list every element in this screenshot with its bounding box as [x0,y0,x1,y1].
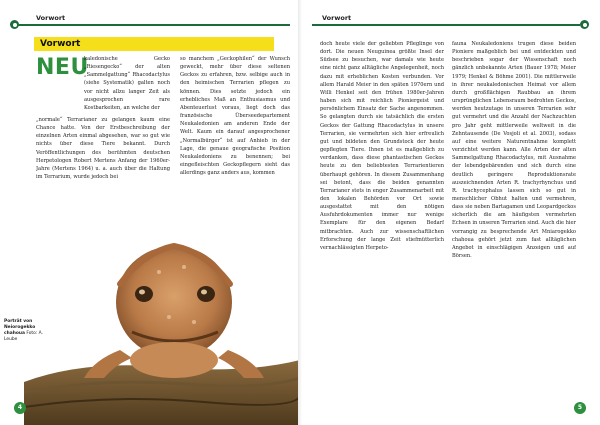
right-running-header: Vorwort [322,14,352,22]
caption-title: Porträt von Neiorogekko chahoua [4,319,36,336]
right-page-number: 5 [574,402,586,414]
left-column-2 [180,55,290,233]
right-header-dot-icon [580,20,589,29]
left-column-1b [36,116,170,232]
left-header-rule [18,24,290,26]
left-running-header: Vorwort [36,14,66,22]
left-header-dot-icon [10,20,19,29]
left-col2-text: so manchem „Geckophilen“ der Wunsch geweckt, mehr über diese seltenen Geckos zu erfahren, bzw. selbige auch in den heimischen Terrarien pflegen zu können. Dies setzte jedoch ein erhebliches Maß an Enthusiasmus und Abenteuerlust voraus, liegt doch das französische Überseedepartement Neukaledonien am anderen Ende der Welt. Kaum ein darauf angesprochener „Normalbürger“ ist auf Anhieb in der Lage, die genaue geografische Position Neukaledoniens zu benennen; bei eingefleischten Geckopflegern sieht das allerdings ganz anders aus, kommen [180,56,290,177]
drop-cap-initial: NEU [36,55,89,80]
photo-caption [4,319,54,343]
right-column-1 [320,40,444,410]
chapter-heading: Vorwort [40,39,81,49]
chapter-heading-bar [34,37,274,51]
gecko-photo [24,232,300,425]
left-column-1 [84,55,170,115]
left-col1-text: kaledonische Gecko „Riesengecko“ der alten „Sammelgattung“ Rhacodactylus (siehe Systematik) galten noch vor nicht allzu langer Zeit als ausgesprochen rare Kostbarkeiten, an welche der [84,56,170,111]
left-page-number: 4 [14,402,26,414]
gecko-illustration [24,232,300,425]
right-header-rule [312,24,580,26]
caption-credit: Foto: A. Leube [4,331,44,342]
right-col2-text: fauna Neukaledoniens trugen diese beiden Pioniere maßgeblich bei und entdeckten und beschrieben sogar der Wissenschaft noch gänzlich unbekannte Arten (Bauer 1978; Meier 1979; Henkel & Böhme 2001). Die mittlerweile in ihrer neukaledonischen Heimat vor allem durch großflächigen Raubbau an ihrem ursprünglichen Lebensraum bedrohten Geckos, werden heutzutage in unseren Terrarien sehr gut vermehrt und die Anzahl der Nachzuchten pro Jahr geht mittlerweile weltweit in die Zehntausende (De Vosjoli et al. 2003), sodass auf eine weitere Naturentnahme komplett verzichtet werden kann. Alle Arten der alten Sammelgattung Rhacodactylus, mit Ausnahme der lebendgebärenden und sich durch eine deutlich geringere Reproduktionsrate auszeichnenden Arten R. trachyrhynchus und R. trachycephalus lassen sich so gut in menschlicher Obhut halten und vermehren, dass sie neben Bartagamen und Leopardgeckos sicherlich die am häufigsten vermehrten Echsen in unseren Terrarien sind. Auch die hier vorrangig zu besprechende Art Mniarogekko chahoua gehört jetzt zum fast alltäglichen Angebot in einschlägigen Anzeigen und auf Börsen. [452,41,576,260]
right-col1-text: doch heute viele der geliebten Pfleglinge von dort. Die neuen Neuguinea größte Insel der Südsee zu besuchen, war damals wie heute eine nicht ganz alltägliche Angelegenheit, noch dazu mit erheblichen Kosten verbunden. Vor allem Harald Meier in den späten 1970ern und Willi Henkel seit den frühen 1980er-Jahren haben sich mit reichlich Pioniergeist und persönlichem Einsatz der Sache angenommen. So gelangten durch sie tatsächlich die ersten Geckos der Gattung Rhacodactylus in unsere Terrarien, sie vermehrten sich hier erfreulich gut und bildeten den Grundstock der heute gepflegten Tiere. Ihnen ist es maßgeblich zu verdanken, dass diese phantastischen Geckos heute zu den beliebtesten Terrarientieren überhaupt gehören. In diesem Zusammenhang sei betont, dass die beiden genannten Terrarianer stets in enger Zusammenarbeit mit den lokalen Behörden vor Ort sowie ausgestattet mit den nötigen Ausfuhrdokumenten immer nur wenige Exemplare für den eigenen Bedarf mitbrachten. Auch zur wissenschaftlichen Erforschung der lange Zeit stiefmütterlich vernachlässigten Herpeto- [320,41,444,251]
right-column-2 [452,40,576,410]
left-col1b-text: „normale“ Terrarianer zu gelangen kaum eine Chance hatte. Von der Erstbeschreibung der einzelnen Arten einmal abgesehen, war so gut wie nichts über diese Tiere bekannt. Durch Veröffentlichungen des berühmten deutschen Herpetologen Robert Mertens Anfang der 1960er-Jahre (Mertens 1964) u. a. auch über die Haltung im Terrarium, wurde jedoch bei [36,117,170,181]
gutter [298,0,302,425]
